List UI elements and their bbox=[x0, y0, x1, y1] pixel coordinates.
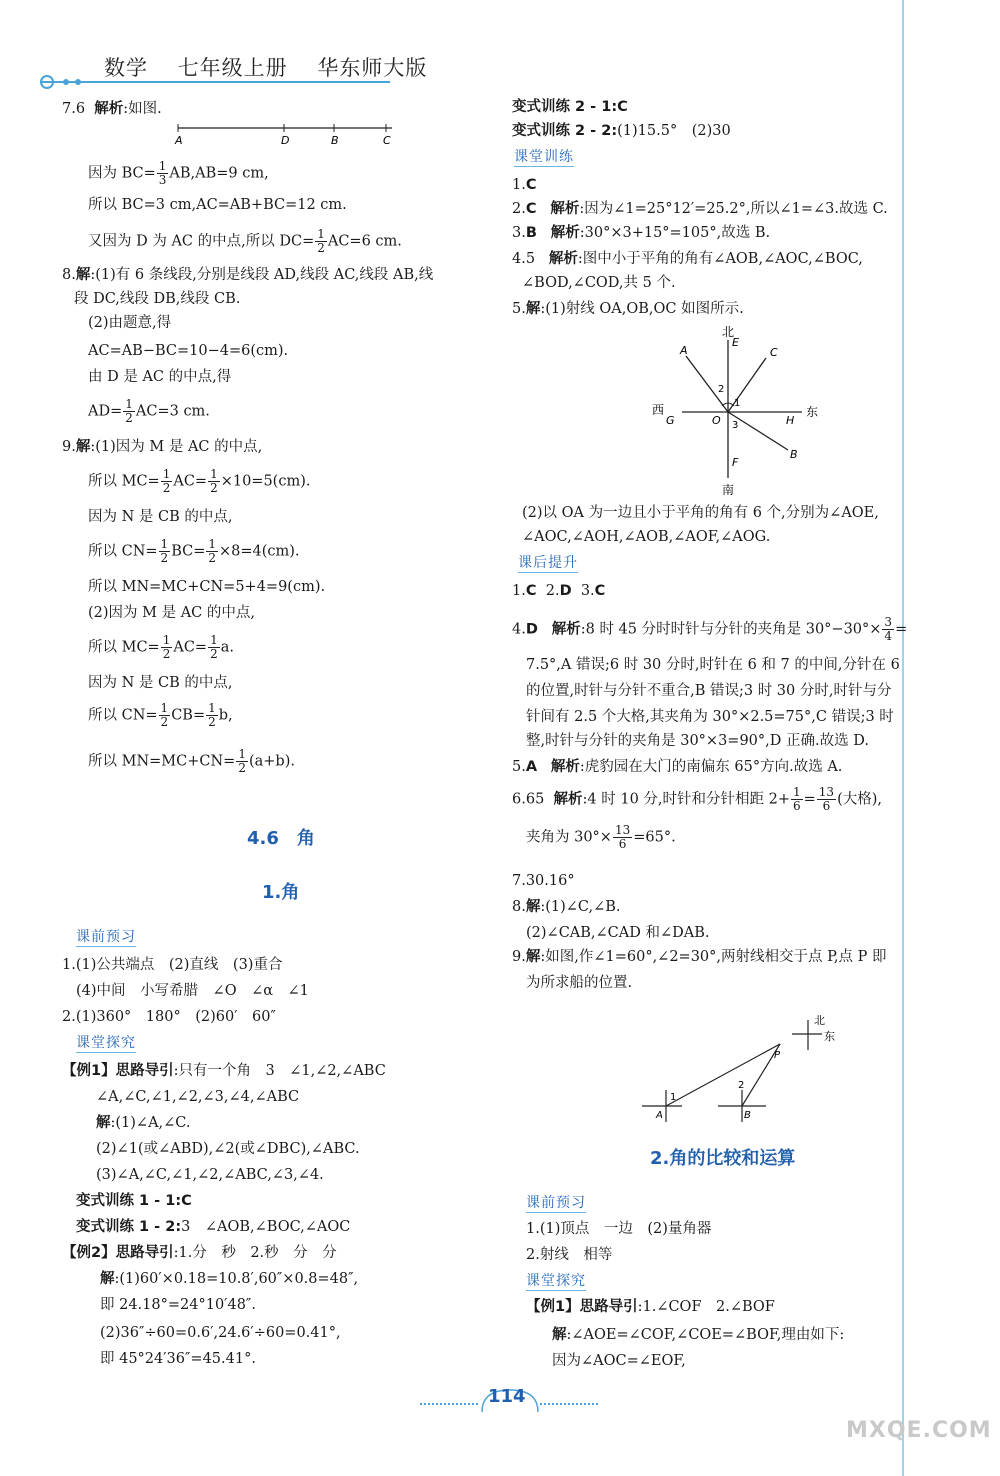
q9-line-7: 所以 MC= $\frac{1}{2}$ AC= $\frac{1}{2}$ a. bbox=[88, 633, 234, 662]
example2-line-3: 即 24.18°=24°10′48″. bbox=[100, 1297, 256, 1313]
compass-diagram bbox=[642, 326, 842, 496]
example2-line-2: 解:(1)60′×0.18=10.8′,60″×0.8=48″, bbox=[100, 1271, 359, 1287]
q7-line: 7.6 解析:如图. bbox=[62, 101, 162, 117]
svg-text:H: H bbox=[786, 414, 795, 427]
variant-2-1: 变式训练 2 - 1:C bbox=[512, 99, 628, 115]
q9-line-6: (2)因为 M 是 AC 的中点, bbox=[88, 605, 255, 621]
preview2-line-2: 2.射线 相等 bbox=[526, 1247, 613, 1263]
example-line-2: 解:∠AOE=∠COF,∠COE=∠BOF,理由如下: bbox=[552, 1327, 845, 1343]
subject: 数学 bbox=[104, 56, 148, 80]
svg-text:3: 3 bbox=[732, 420, 739, 431]
segment-diagram bbox=[172, 118, 402, 152]
svg-text:E: E bbox=[732, 336, 739, 349]
section-heading-4-6: 4.6 角 bbox=[247, 828, 315, 849]
after-class-1-3: 1.C 2.D 3.C bbox=[512, 583, 606, 599]
preview-line-1: 1.(1)公共端点 (2)直线 (3)重合 bbox=[62, 957, 283, 973]
example1-line-4: (2)∠1(或∠ABD),∠2(或∠DBC),∠ABC. bbox=[96, 1141, 360, 1157]
practice-5-line-1: 5.解:(1)射线 OA,OB,OC 如图所示. bbox=[512, 301, 744, 317]
grade: 七年级上册 bbox=[177, 56, 288, 80]
svg-text:G: G bbox=[666, 414, 675, 427]
svg-text:F: F bbox=[732, 456, 739, 469]
svg-text:B: B bbox=[790, 448, 798, 461]
q8-line-4: AC=AB−BC=10−4=6(cm). bbox=[88, 343, 289, 359]
ship-position-diagram bbox=[632, 1012, 842, 1126]
explore-section-label: 课堂探究 bbox=[76, 1035, 136, 1051]
svg-text:A: A bbox=[680, 344, 688, 357]
after-class-8-line-2: (2)∠CAB,∠CAD 和∠DAB. bbox=[526, 925, 710, 941]
point-a-label: A bbox=[175, 134, 183, 147]
point-b-label: B bbox=[331, 134, 339, 147]
example1-line-5: (3)∠A,∠C,∠1,∠2,∠ABC,∠3,∠4. bbox=[96, 1167, 324, 1183]
page-number: 114 bbox=[488, 1386, 526, 1407]
example-line-3: 因为∠AOC=∠EOF, bbox=[552, 1353, 686, 1369]
svg-text:1: 1 bbox=[670, 1092, 677, 1103]
after-class-4-line-4: 针间有 2.5 个大格,其夹角为 30°×2.5=75°,C 错误;3 时 bbox=[526, 709, 894, 725]
after-class-4-line-2: 7.5°,A 错误;6 时 30 分时,时针在 6 和 7 的中间,分针在 6 bbox=[526, 657, 900, 673]
example-line-1: 【例1】思路导引:1.∠COF 2.∠BOF bbox=[526, 1299, 775, 1315]
q9-line-9: 所以 CN= $\frac{1}{2}$ CB= $\frac{1}{2}$ b, bbox=[88, 701, 233, 730]
svg-text:P: P bbox=[774, 1050, 781, 1061]
practice-1: 1.C bbox=[512, 177, 537, 193]
svg-text:北: 北 bbox=[722, 326, 735, 339]
page-number-block bbox=[420, 1382, 600, 1422]
example2-line-5: 即 45°24′36″=45.41°. bbox=[100, 1351, 256, 1367]
example1-line-3: 解:(1)∠A,∠C. bbox=[96, 1115, 191, 1131]
after-class-9-line-2: 为所求船的位置. bbox=[526, 975, 633, 991]
variant-2-2: 变式训练 2 - 2:(1)15.5° (2)30 bbox=[512, 123, 731, 139]
explore-section-label-2: 课堂探究 bbox=[526, 1273, 586, 1289]
after-class-6-line-2: 夹角为 30°× $\frac{13}{6}$ =65°. bbox=[526, 823, 676, 852]
svg-text:A: A bbox=[656, 1110, 663, 1121]
q9-line-4: 所以 CN= $\frac{1}{2}$ BC= $\frac{1}{2}$ ×8=4(cm). bbox=[88, 537, 300, 566]
after-class-6-line-1: 6.65 解析:4 时 10 分,时针和分针相距 2+ $\frac{1}{6}$ = $\frac{13}{6}$ (大格), bbox=[512, 785, 883, 814]
svg-text:C: C bbox=[770, 346, 778, 359]
q8-line-6: AD= $\frac{1}{2}$ AC=3 cm. bbox=[88, 397, 210, 426]
practice-4-line-1: 4.5 解析:图中小于平角的角有∠AOB,∠AOC,∠BOC, bbox=[512, 251, 863, 267]
subsection-heading-angle: 1.角 bbox=[262, 882, 300, 903]
svg-text:O: O bbox=[712, 414, 721, 427]
preview-section-label: 课前预习 bbox=[76, 929, 136, 945]
after-class-4-line-1: 4.D 解析:8 时 45 分时时针与分针的夹角是 30°−30°× $\frac{3}{4}$ = bbox=[512, 615, 908, 644]
margin-rule bbox=[902, 0, 904, 1476]
svg-text:2: 2 bbox=[718, 384, 725, 395]
q8-line-1: 8.解:(1)有 6 条线段,分别是线段 AD,线段 AC,线段 AB,线 bbox=[62, 267, 434, 283]
q7-line-3: 又因为 D 为 AC 的中点,所以 DC= $\frac{1}{2}$ AC=6 cm. bbox=[88, 227, 402, 256]
practice-3: 3.B 解析:30°×3+15°=105°,故选 B. bbox=[512, 225, 771, 241]
q7-line-1: 因为 BC= $\frac{1}{3}$ AB,AB=9 cm, bbox=[88, 159, 269, 188]
q9-line-1: 9.解:(1)因为 M 是 AC 的中点, bbox=[62, 439, 263, 455]
practice-5-line-3: ∠AOC,∠AOH,∠AOB,∠AOF,∠AOG. bbox=[522, 529, 771, 545]
preview2-line-1: 1.(1)顶点 一边 (2)量角器 bbox=[526, 1221, 712, 1237]
edition: 华东师大版 bbox=[317, 56, 428, 80]
q8-line-5: 由 D 是 AC 的中点,得 bbox=[88, 369, 232, 385]
after-class-9-line-1: 9.解:如图,作∠1=60°,∠2=30°,两射线相交于点 P,点 P 即 bbox=[512, 949, 887, 965]
after-class-section-label: 课后提升 bbox=[518, 555, 578, 571]
example2-line-4: (2)36″÷60=0.6′,24.6′÷60=0.41°, bbox=[100, 1325, 341, 1341]
svg-text:南: 南 bbox=[722, 483, 735, 496]
q7-line-2: 所以 BC=3 cm,AC=AB+BC=12 cm. bbox=[88, 197, 347, 213]
point-d-label: D bbox=[281, 134, 290, 147]
svg-text:1: 1 bbox=[734, 398, 741, 409]
subsection-heading-compare: 2.角的比较和运算 bbox=[650, 1148, 796, 1169]
example1-line-1: 【例1】思路导引:只有一个角 3 ∠1,∠2,∠ABC bbox=[62, 1063, 386, 1079]
preview-line-2: (4)中间 小写希腊 ∠O ∠α ∠1 bbox=[76, 983, 309, 999]
preview-line-3: 2.(1)360° 180° (2)60′ 60″ bbox=[62, 1009, 276, 1025]
svg-text:东: 东 bbox=[806, 405, 819, 419]
svg-text:2: 2 bbox=[738, 1080, 745, 1091]
q9-line-2: 所以 MC= $\frac{1}{2}$ AC= $\frac{1}{2}$ ×10=5(cm). bbox=[88, 467, 311, 496]
example2-line-1: 【例2】思路导引:1.分 秒 2.秒 分 分 bbox=[62, 1245, 337, 1261]
q8-line-3: (2)由题意,得 bbox=[88, 315, 172, 331]
svg-text:西: 西 bbox=[652, 403, 665, 417]
svg-text:B: B bbox=[744, 1110, 751, 1121]
practice-2: 2.C 解析:因为∠1=25°12′=25.2°,所以∠1=∠3.故选 C. bbox=[512, 201, 888, 217]
after-class-4-line-3: 的位置,时针与分针不重合,B 错误;3 时 30 分时,时针与分 bbox=[526, 683, 892, 699]
variant-1-2: 变式训练 1 - 2:3 ∠AOB,∠BOC,∠AOC bbox=[76, 1219, 351, 1235]
example1-line-2: ∠A,∠C,∠1,∠2,∠3,∠4,∠ABC bbox=[96, 1089, 300, 1105]
variant-1-1: 变式训练 1 - 1:C bbox=[76, 1193, 192, 1209]
q9-line-3: 因为 N 是 CB 的中点, bbox=[88, 509, 233, 525]
point-c-label: C bbox=[383, 134, 391, 147]
page-header bbox=[0, 0, 1000, 92]
q9-line-10: 所以 MN=MC+CN= $\frac{1}{2}$ (a+b). bbox=[88, 747, 295, 776]
q9-line-5: 所以 MN=MC+CN=5+4=9(cm). bbox=[88, 579, 326, 595]
book-title bbox=[104, 52, 449, 82]
after-class-7: 7.30.16° bbox=[512, 873, 575, 889]
practice-4-line-2: ∠BOD,∠COD,共 5 个. bbox=[522, 275, 676, 291]
q9-line-8: 因为 N 是 CB 的中点, bbox=[88, 675, 233, 691]
preview-section-label-2: 课前预习 bbox=[526, 1195, 586, 1211]
after-class-8-line-1: 8.解:(1)∠C,∠B. bbox=[512, 899, 621, 915]
svg-text:北: 北 bbox=[814, 1014, 825, 1027]
watermark: MXQE.COM bbox=[846, 1418, 992, 1443]
svg-text:东: 东 bbox=[824, 1030, 835, 1043]
practice-5-line-2: (2)以 OA 为一边且小于平角的角有 6 个,分别为∠AOE, bbox=[522, 505, 879, 521]
after-class-4-line-5: 整,时针与分针的夹角是 30°×3=90°,D 正确.故选 D. bbox=[526, 733, 869, 749]
class-practice-section-label: 课堂训练 bbox=[514, 149, 574, 165]
q8-line-2: 段 DC,线段 DB,线段 CB. bbox=[74, 291, 241, 307]
after-class-5: 5.A 解析:虎豹园在大门的南偏东 65°方向.故选 A. bbox=[512, 759, 843, 775]
